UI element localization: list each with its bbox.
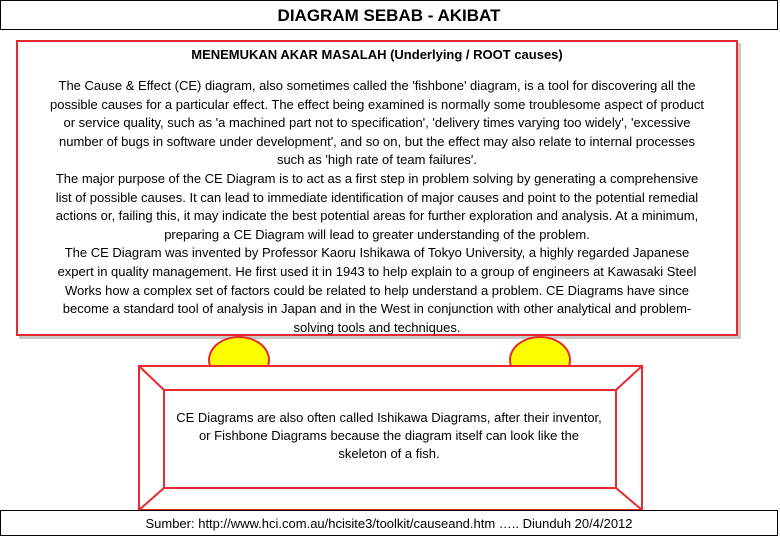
main-heading: MENEMUKAN AKAR MASALAH (Underlying / ROOT causes) bbox=[191, 47, 563, 62]
main-body-text: The Cause & Effect (CE) diagram, also sometimes called the 'fishbone' diagram, is a tool for discovering all the possible causes for a particular effect. The effect being examined is normally some troublesome aspect of product or service quality, such as 'a machined part not to specification', 'delivery times varying too widely', 'excessive number of bugs in software under development', and so on, but the effect may also relate to internal processes such as 'high rate of team failures'. The major purpose of the CE Diagram is to act as a first step in problem solving by generating a comprehensive list of possible causes. It can lead to immediate identification of major causes and point to the potential remedial actions or, failing this, it may indicate the best potential areas for further exploration and analysis. At a minimum, preparing a CE Diagram will lead to greater understanding of the problem. The CE Diagram was invented by Professor Kaoru Ishikawa of Tokyo University, a highly regarded Japanese expert in quality management. He first used it in 1943 to help explain to a group of engineers at Kawasaki Steel Works how a complex set of factors could be related to help understand a problem. CE Diagrams have since become a standard tool of analysis in Japan and in the West in conjunction with other analytical and problem- solving tools and techniques. bbox=[50, 78, 704, 335]
source-footer: Sumber: http://www.hci.com.au/hcisite3/toolkit/causeand.htm ….. Diunduh 20/4/2012 bbox=[0, 510, 778, 536]
ishikawa-note-text: CE Diagrams are also often called Ishikawa Diagrams, after their inventor, or Fishbone Diagrams because the diagram itself can look like the skeleton of a fish. bbox=[176, 410, 602, 461]
page-title: DIAGRAM SEBAB - AKIBAT bbox=[0, 0, 778, 30]
